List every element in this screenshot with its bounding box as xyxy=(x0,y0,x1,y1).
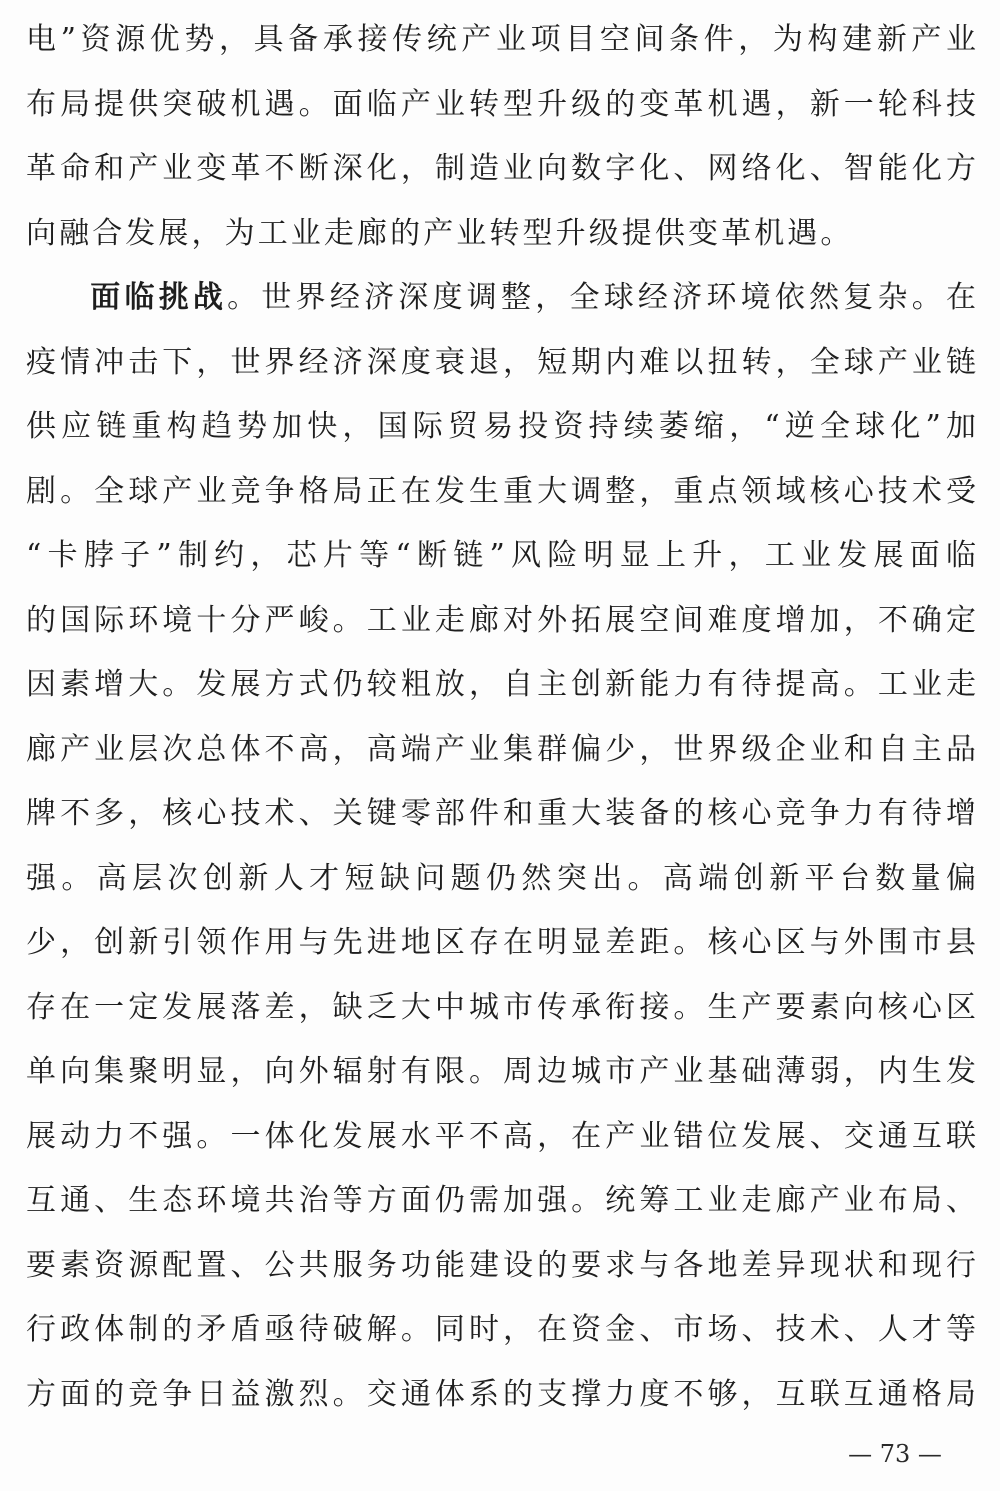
text-line: 电”资源优势，具备承接传统产业项目空间条件，为构建新产业 xyxy=(26,22,976,57)
text-line: 剧。全球产业竞争格局正在发生重大调整，重点领域核心技术受 xyxy=(26,473,976,509)
text-line: 向融合发展，为工业走廊的产业转型升级提供变革机遇。 xyxy=(26,215,854,251)
text-line: 因素增大。发展方式仍较粗放，自主创新能力有待提高。工业走 xyxy=(26,667,976,702)
text-line: 少，创新引领作用与先进地区存在明显差距。核心区与外围市县 xyxy=(26,925,976,960)
text-line: 供应链重构趋势加快，国际贸易投资持续萎缩，“逆全球化”加 xyxy=(26,409,976,444)
page-number: — 73 — xyxy=(848,1440,942,1468)
body-text xyxy=(26,8,976,1427)
text-line: 存在一定发展落差，缺乏大中城市传承衔接。生产要素向核心区 xyxy=(26,989,976,1025)
paragraph-first-line xyxy=(26,266,976,331)
text-line: 方面的竞争日益激烈。交通体系的支撑力度不够，互联互通格局 xyxy=(26,1376,976,1412)
text-line: 要素资源配置、公共服务功能建设的要求与各地差异现状和现行 xyxy=(26,1247,976,1283)
text-line-rest: 。世界经济深度调整，全球经济环境依然复杂。在 xyxy=(227,280,977,315)
text-line: 行政体制的矛盾亟待破解。同时，在资金、市场、技术、人才等 xyxy=(26,1312,976,1347)
text-line: 的国际环境十分严峻。工业走廊对外拓展空间难度增加，不确定 xyxy=(26,602,976,638)
section-heading-challenges: 面临挑战 xyxy=(86,280,228,315)
text-line: 牌不多，核心技术、关键零部件和重大装备的核心竞争力有待增 xyxy=(26,796,976,831)
text-line: 革命和产业变革不断深化，制造业向数字化、网络化、智能化方 xyxy=(26,151,976,186)
text-line: 展动力不强。一体化发展水平不高，在产业错位发展、交通互联 xyxy=(26,1118,976,1154)
text-line: “卡脖子”制约，芯片等“断链”风险明显上升，工业发展面临 xyxy=(26,538,976,573)
text-line: 互通、生态环境共治等方面仍需加强。统筹工业走廊产业布局、 xyxy=(26,1183,976,1218)
text-line: 布局提供突破机遇。面临产业转型升级的变革机遇，新一轮科技 xyxy=(26,86,976,122)
text-line: 廊产业层次总体不高，高端产业集群偏少，世界级企业和自主品 xyxy=(26,731,976,767)
text-line: 强。高层次创新人才短缺问题仍然突出。高端创新平台数量偏 xyxy=(26,860,976,896)
text-line: 疫情冲击下，世界经济深度衰退，短期内难以扭转，全球产业链 xyxy=(26,344,976,380)
text-line: 单向集聚明显，向外辐射有限。周边城市产业基础薄弱，内生发 xyxy=(26,1054,976,1089)
